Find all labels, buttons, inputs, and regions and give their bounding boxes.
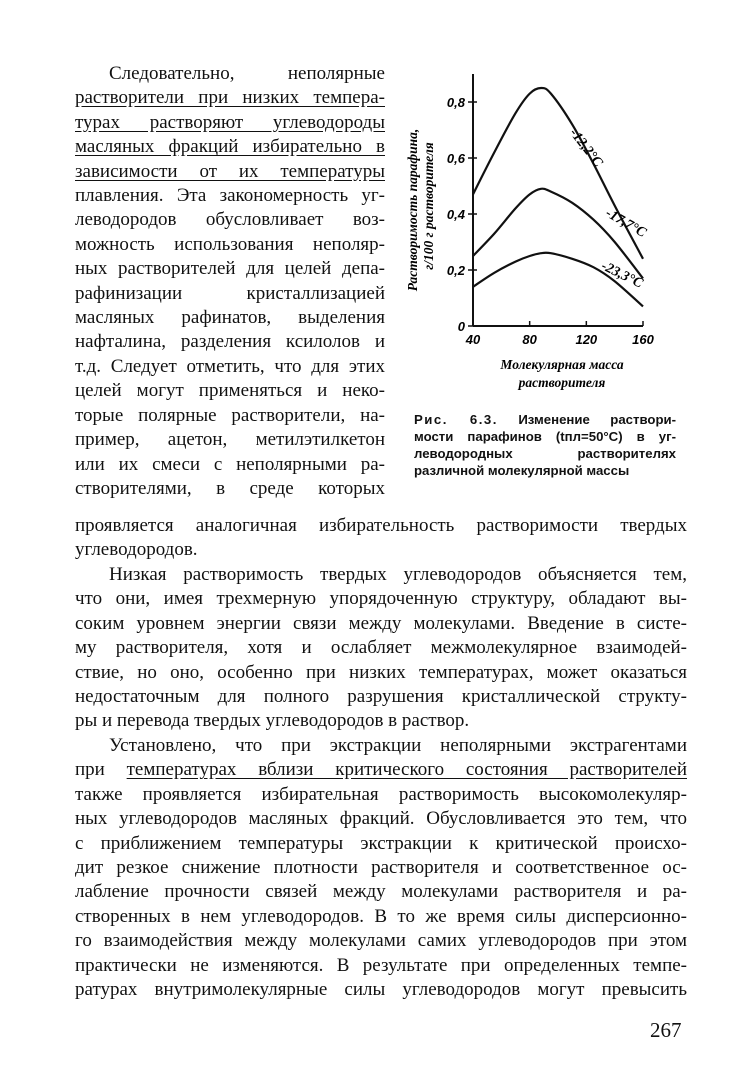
x-tick-label: 120 [575,332,598,347]
x-axis-label: Молекулярная масса [500,357,624,372]
y-tick-label: 0,2 [446,263,465,278]
text-line: Следовательно, неполярные [109,63,385,84]
text-line: при температурах вблизи критического состояния растворителей [75,759,687,781]
text-line: дит резкое снижение плотности растворителя и соответственное ос- [75,857,687,879]
text-line: целей могут применяться и неко- [75,380,385,402]
text-line: плавления. Эта закономерность уг- [75,185,385,207]
text-line: Низкая растворимость твердых углеводородов объясняется тем, [109,564,687,585]
caption-line: мости парафинов (tпл=50°С) в уг- [414,429,676,444]
caption-label: Рис. 6.3. [414,412,498,427]
series-line [473,88,643,259]
text-line: ратурах внутримолекулярные силы углеводородов могут превысить [75,979,687,1001]
text-line: пример, ацетон, метилэтилкетон [75,429,385,451]
caption-line: леводородных растворителях [414,446,676,461]
text-line: с приближением температуры экстракции к критической происхо- [75,832,687,854]
text-line: рафинизации кристаллизацией [75,282,385,304]
text-line: ры и перевода твердых углеводородов в раствор. [75,710,470,732]
x-axis-label: растворителя [518,375,606,390]
text-line: или их смеси с неполярными ра- [75,453,385,475]
text-line: соким уровнем энергии связи между молекулами. Введение в систе- [75,612,687,634]
paragraph-2 [75,563,687,734]
text-line: зависимости от их температуры [75,160,385,182]
series-label: -12,2°С [566,126,606,171]
y-axis-label: г/100 г растворителя [421,142,436,270]
text-line: растворители при низких темпера- [75,87,385,109]
figure-6-3 [395,58,685,508]
text-line: леводородов обусловливает воз- [75,209,385,231]
text-line: проявляется аналогичная избирательность растворимости твердых [75,515,687,536]
x-tick-label: 160 [632,332,654,347]
caption-line: Рис. 6.3. Изменение раствори- [414,412,677,427]
text-line: торые полярные растворители, на- [75,404,385,426]
text-line: масляных фракций избирательно в [75,136,385,158]
text-line: ных растворителей для целей депа- [75,258,385,280]
series-label: -23,3°С [598,258,645,292]
text-line: недостаточным для полного разрушения кристаллической структу- [75,686,687,708]
x-tick-label: 40 [465,332,481,347]
text-line: что они, имея трехмерную упорядоченную структуру, обладают вы- [75,588,687,610]
text-line: турах растворяют углеводороды [75,111,385,133]
text-line: можность использования неполяр- [75,233,385,255]
series-label: -17,7°С [602,205,649,241]
text-line: углеводородов. [75,539,198,561]
text-line: т.д. Следует отметить, что для этих [75,355,385,377]
y-axis-label: Растворимость парафина, [405,128,420,292]
text-line: створенных в нем углеводородов. В то же время силы дисперсионно- [75,905,687,927]
y-tick-label: 0 [457,319,465,334]
x-tick-label: 80 [522,332,537,347]
page-number: 267 [650,1018,682,1042]
paragraph-3 [75,734,687,1002]
text-line: го взаимодействия между молекулами самих углеводородов при этом [75,930,687,952]
text-line: Установлено, что при экстракции неполярными экстрагентами [109,735,687,756]
solubility-chart [395,58,685,408]
text-line: лабление прочности связей между молекулами растворителя и ра- [75,881,687,903]
text-line: му растворителя, хотя и ослабляет межмолекулярное взаимодей- [75,637,687,659]
text-line: нафталина, разделения ксилолов и [75,331,385,353]
caption-line: различной молекулярной массы [414,463,630,478]
paragraph-1-tail [75,514,687,563]
y-tick-label: 0,4 [446,207,465,222]
figure-caption [414,411,676,479]
y-tick-label: 0,6 [446,151,465,166]
y-tick-label: 0,8 [446,95,465,110]
text-line: масляных рафинатов, выделения [75,307,385,329]
left-column-text [75,62,385,501]
text-line: также проявляется избирательная растворимость высокомолекуляр- [75,783,687,805]
text-line: практически не изменяются. В результате при определенных темпе- [75,954,687,976]
text-line: ствие, но оно, особенно при низких температурах, может оказаться [75,661,687,683]
text-line: ных углеводородов масляных фракций. Обусловливается это тем, что [75,808,687,830]
text-line: створителями, в среде которых [75,477,385,499]
